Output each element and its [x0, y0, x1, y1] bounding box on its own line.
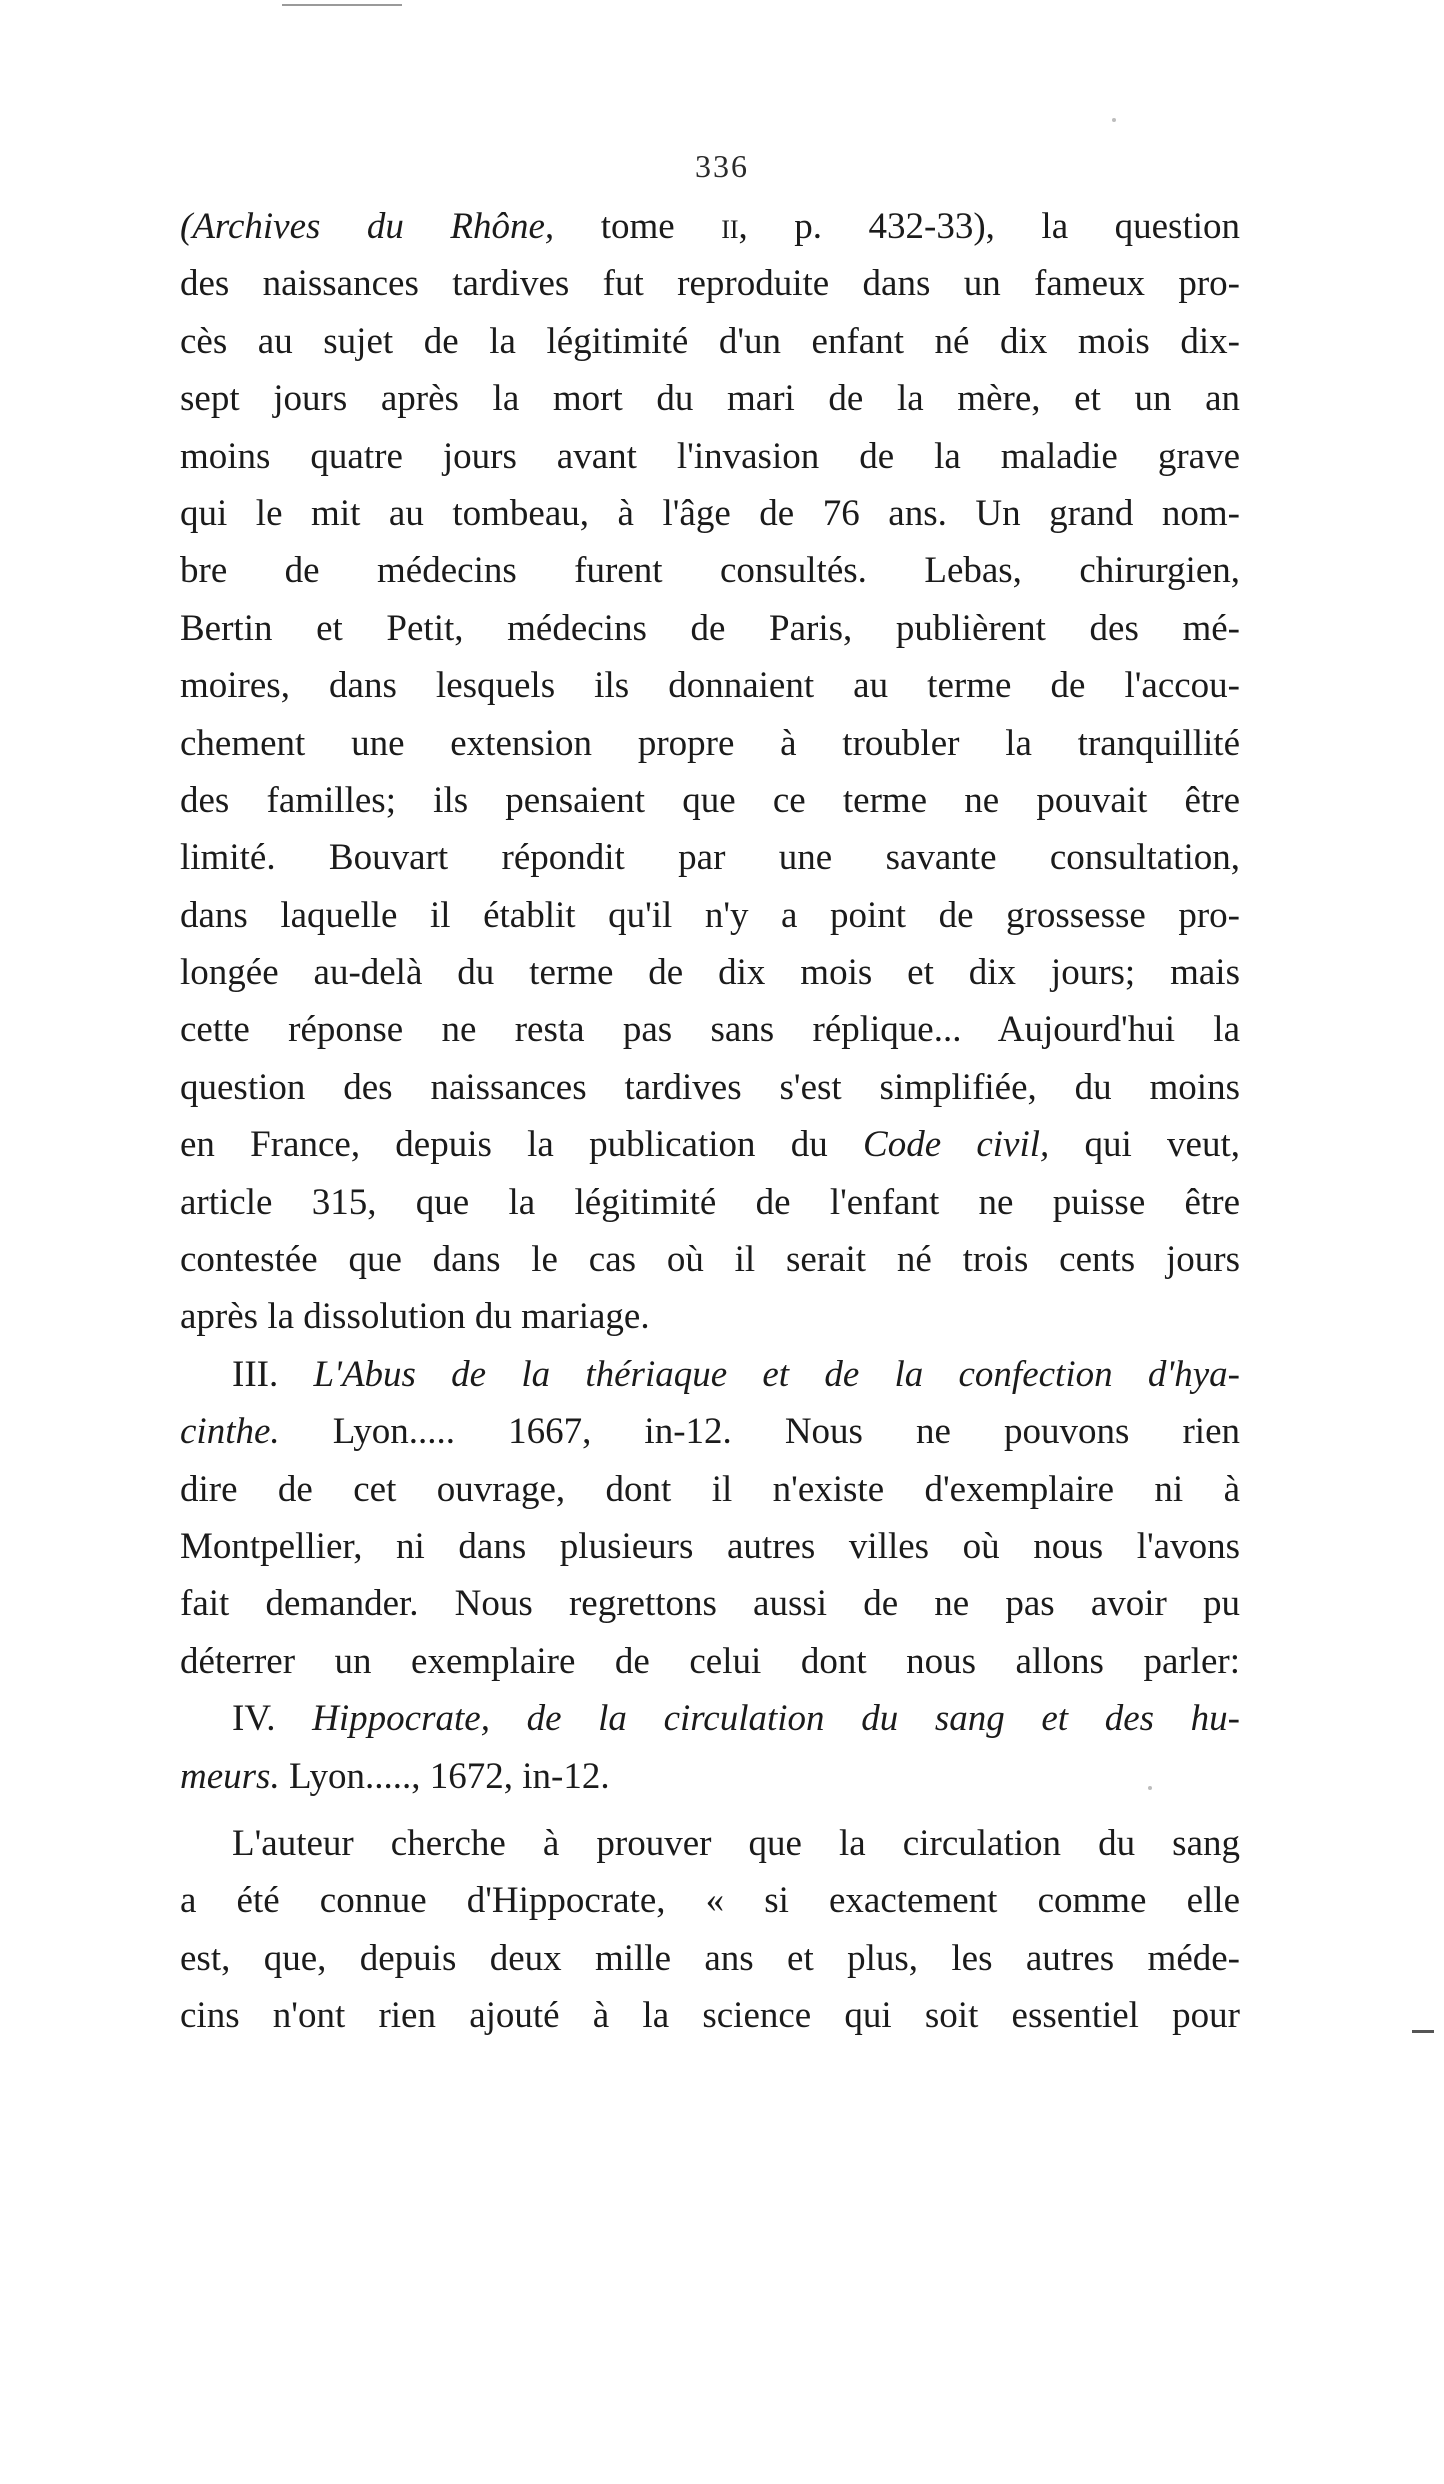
text-line: (Archives du Rhône, tome ii, p. 432-33), la question	[180, 206, 1240, 247]
text-line: bre de médecins furent consultés. Lebas, chirurgien,	[180, 550, 1240, 592]
text-line: après la dissolution du mariage.	[180, 1296, 650, 1338]
text-line: des naissances tardives fut reproduite dans un fameux pro-	[180, 263, 1240, 305]
text-line: dire de cet ouvrage, dont il n'existe d'exemplaire ni à	[180, 1468, 1240, 1510]
text-line: des familles; ils pensaient que ce terme ne pouvait être	[180, 779, 1240, 821]
text-line: meurs. Lyon....., 1672, in-12.	[180, 1755, 610, 1797]
paper-speck	[1148, 1786, 1152, 1790]
text-line: moins quatre jours avant l'invasion de la maladie grave	[180, 435, 1240, 477]
text-line: Bertin et Petit, médecins de Paris, publièrent des mé-	[180, 607, 1240, 649]
text-line: article 315, que la légitimité de l'enfant ne puisse être	[180, 1181, 1240, 1223]
text-line: fait demander. Nous regrettons aussi de ne pas avoir pu	[180, 1583, 1240, 1625]
text-line: limité. Bouvart répondit par une savante consultation,	[180, 837, 1240, 879]
text-line: sept jours après la mort du mari de la mère, et un an	[180, 378, 1240, 420]
text-line: Montpellier, ni dans plusieurs autres villes où nous l'avons	[180, 1525, 1240, 1567]
text-line: IV. Hippocrate, de la circulation du sang et des hu-	[232, 1698, 1240, 1740]
text-line: a été connue d'Hippocrate, « si exactement comme elle	[180, 1880, 1240, 1922]
text-line: déterrer un exemplaire de celui dont nous allons parler:	[180, 1640, 1240, 1682]
text-line: est, que, depuis deux mille ans et plus, les autres méde-	[180, 1937, 1240, 1979]
text-line: L'auteur cherche à prouver que la circulation du sang	[232, 1822, 1240, 1864]
page-number: 336	[695, 148, 749, 184]
paragraph-item-iv	[180, 1690, 1240, 1805]
text-line: longée au-delà du terme de dix mois et dix jours; mais	[180, 952, 1240, 994]
page-body	[180, 198, 1240, 2045]
text-line: III. L'Abus de la thériaque et de la confection d'hya-	[232, 1353, 1240, 1395]
text-line: cette réponse ne resta pas sans réplique... Aujourd'hui la	[180, 1009, 1240, 1051]
text-line: cins n'ont rien ajouté à la science qui soit essentiel pour	[180, 1995, 1240, 2037]
text-line: cinthe. Lyon..... 1667, in-12. Nous ne pouvons rien	[180, 1411, 1240, 1453]
paper-speck	[1112, 118, 1116, 122]
text-line: moires, dans lesquels ils donnaient au terme de l'accou-	[180, 665, 1240, 707]
edge-mark	[1412, 2030, 1434, 2033]
text-line: contestée que dans le cas où il serait né trois cents jours	[180, 1239, 1240, 1281]
text-line: dans laquelle il établit qu'il n'y a point de grossesse pro-	[180, 894, 1240, 936]
paragraph-author	[180, 1815, 1240, 2045]
paragraph-archives	[180, 198, 1240, 1346]
paragraph-gap	[180, 1805, 1240, 1815]
text-line: question des naissances tardives s'est simplifiée, du moins	[180, 1066, 1240, 1108]
paragraph-item-iii	[180, 1346, 1240, 1690]
top-edge-rule	[282, 4, 402, 6]
text-line: en France, depuis la publication du Code civil, qui veut,	[180, 1124, 1240, 1166]
text-line: qui le mit au tombeau, à l'âge de 76 ans. Un grand nom-	[180, 492, 1240, 534]
text-line: chement une extension propre à troubler la tranquillité	[180, 722, 1240, 764]
text-line: cès au sujet de la légitimité d'un enfant né dix mois dix-	[180, 320, 1240, 362]
